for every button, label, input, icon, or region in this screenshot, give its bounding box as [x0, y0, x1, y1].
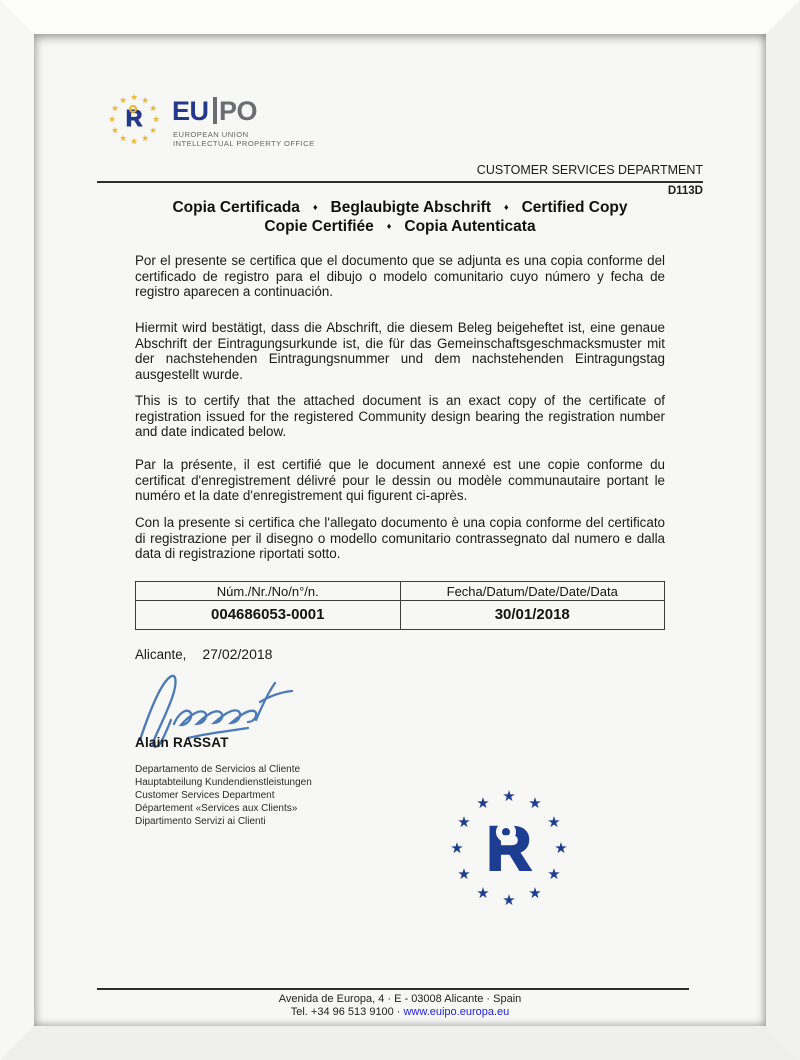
wordmark-ipo: PO	[219, 96, 258, 126]
header-department: CUSTOMER SERVICES DEPARTMENT	[476, 163, 703, 177]
diamond-separator-icon: ♦	[312, 202, 318, 212]
title-de: Beglaubigte Abschrift	[330, 199, 491, 216]
registration-table	[135, 581, 665, 630]
signature-place: Alicante,	[135, 647, 187, 662]
title-line2	[97, 217, 703, 236]
euipo-wordmark	[172, 96, 257, 127]
paragraph-italian: Con la presente si certifica che l'allegato documento è una copia conforme del certificato di registrazione per il disegno o modello comunitario contrassegnato dal numero e dalla data di registrazione riportati sotto.	[135, 515, 665, 562]
signer-name: Alain RASSAT	[135, 735, 229, 750]
title-it: Copia Autenticata	[404, 218, 536, 235]
paragraph-german: Hiermit wird bestätigt, dass die Abschrift, die diesem Beleg beigeheftet ist, eine genaue Abschrift der Eintragungsurkunde ist, die für das Gemeinschaftsgeschmacksmuster mit der nachstehenden Eintragungsnummer und dem nachstehenden Eintragungstag ausgestellt wurde.	[135, 320, 665, 383]
paragraph-english: This is to certify that the attached document is an exact copy of the certificate of registration issued for the registered Community design bearing the registration number and date indicated below.	[135, 393, 665, 440]
title-fr: Copie Certifiée	[264, 218, 374, 235]
header-rule	[97, 181, 703, 183]
table-header-row	[136, 582, 665, 601]
euipo-subtitle-line2: INTELLECTUAL PROPERTY OFFICE	[173, 139, 315, 149]
table-value-row	[136, 601, 665, 630]
euipo-seal	[446, 786, 572, 912]
title-es: Copia Certificada	[172, 199, 300, 216]
department-item: Dipartimento Servizi ai Clienti	[135, 816, 266, 827]
dot-separator: ·	[396, 1006, 401, 1018]
diamond-separator-icon: ♦	[386, 221, 392, 231]
seal-r-ring-icon	[496, 822, 516, 842]
registration-date: 30/01/2018	[400, 601, 665, 630]
footer-address: Avenida de Europa, 4 · E - 03008 Alicante · Spain	[278, 993, 522, 1005]
signature-date: 27/02/2018	[202, 646, 273, 662]
paragraph-french: Par la présente, il est certifié que le document annexé est une copie conforme du certificat d'enregistrement délivré pour le dessin ou modèle communautaire portant le numéro et la date d'enregistrement qui figurent ci-après.	[135, 457, 665, 504]
footer-website-link[interactable]: www.euipo.europa.eu	[403, 1006, 510, 1018]
department-list	[135, 763, 312, 828]
department-item: Departamento de Servicios al Cliente	[135, 764, 301, 775]
euipo-r-icon	[108, 92, 160, 144]
diamond-separator-icon: ♦	[504, 202, 509, 212]
date-column-header: Fecha/Datum/Date/Date/Data	[400, 582, 665, 601]
seal-r-icon	[446, 786, 572, 912]
footer-telephone: Tel. +34 96 513 9100	[290, 1006, 394, 1018]
title-en: Certified Copy	[521, 199, 628, 216]
department-item: Hauptabteilung Kundendienstleistungen	[135, 777, 312, 788]
document-code: D113D	[667, 185, 703, 197]
paragraph-spanish: Por el presente se certifica que el documento que se adjunta es una copia conforme del certificado de registro para el dibujo o modelo comunitario cuyo número y fecha de registro aparecen a continuación.	[135, 253, 665, 300]
document-title	[97, 198, 703, 236]
seal-r-glyph: R	[486, 814, 532, 884]
title-line1	[97, 198, 703, 217]
euipo-r-glyph: R	[125, 104, 143, 131]
wordmark-bar-icon	[213, 97, 218, 124]
department-item: Département «Services aux Clients»	[135, 803, 298, 814]
euipo-subtitle-line1: EUROPEAN UNION	[173, 130, 249, 139]
number-column-header: Núm./Nr./No/n°/n.	[136, 582, 401, 601]
department-item: Customer Services Department	[135, 790, 275, 801]
place-date-line	[135, 646, 272, 662]
footer-contact-line	[34, 1006, 766, 1018]
euipo-subtitle	[173, 130, 315, 149]
euipo-logo	[108, 90, 408, 166]
footer-rule	[97, 988, 689, 990]
euipo-r-ring-icon	[129, 105, 137, 113]
registration-number: 004686053-0001	[136, 601, 401, 630]
wordmark-eu: EU	[172, 96, 209, 126]
